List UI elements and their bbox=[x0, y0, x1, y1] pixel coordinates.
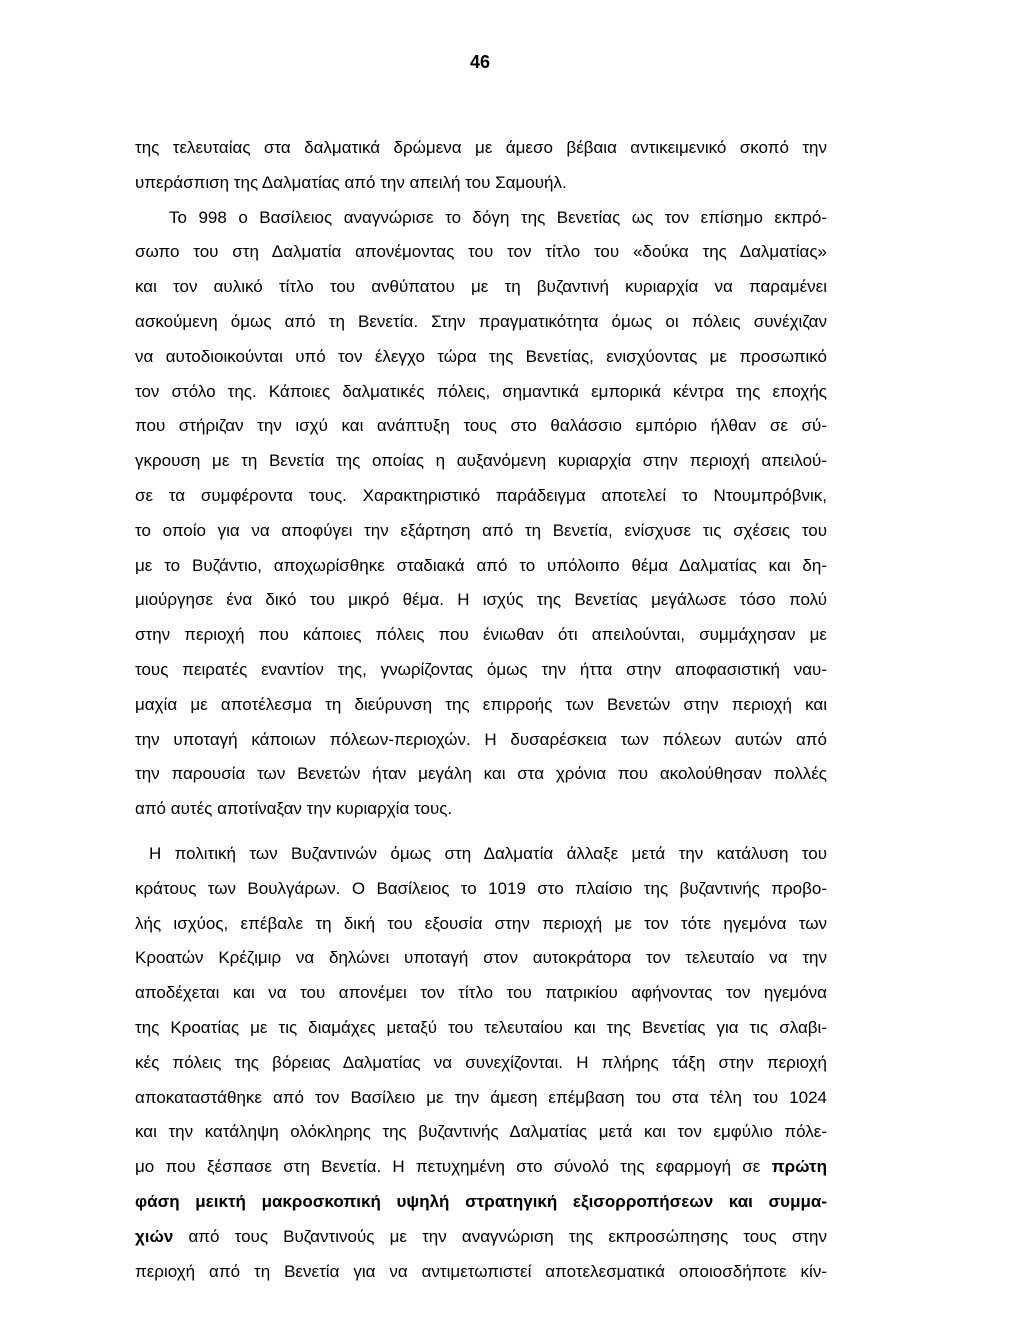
text-line: το οποίο για να αποφύγει την εξάρτηση από τη Βενετία, ενίσχυσε τις σχέσεις του bbox=[135, 520, 827, 540]
text-line: Κροατών Κρέζιμιρ να δηλώνει υποταγή στον αυτοκράτορα τον τελευταίο να την bbox=[135, 948, 827, 968]
text-line bbox=[135, 1150, 827, 1185]
text-line: και την κατάληψη ολόκληρης της βυζαντινής Δαλματίας μετά και τον εμφύλιο πόλε- bbox=[135, 1122, 827, 1142]
paragraph bbox=[135, 837, 827, 1289]
text-line: τον στόλο της. Κάποιες δαλματικές πόλεις, σημαντικά εμπορικά κέντρα της εποχής bbox=[135, 381, 827, 401]
text-line: της τελευταίας στα δαλματικά δρώμενα με άμεσο βέβαια αντικειμενικό σκοπό την bbox=[135, 138, 827, 157]
text-line: μαχία με αποτέλεσμα τη διεύρυνση της επιρροής των Βενετών στην περιοχή και bbox=[135, 694, 827, 714]
text-line: μιούργησε ένα δικό του μικρό θέμα. Η ισχύς της Βενετίας μεγάλωσε τόσο πολύ bbox=[135, 590, 827, 610]
text-line: την παρουσία των Βενετών ήταν μεγάλη και στα χρόνια που ακολούθησαν πολλές bbox=[135, 764, 827, 784]
text-line bbox=[135, 1220, 827, 1255]
text-line: την υποταγή κάποιων πόλεων-περιοχών. Η δυσαρέσκεια των πόλεων αυτών από bbox=[135, 729, 827, 749]
text-run: από τους Βυζαντινούς με την αναγνώριση της εκπροσώπησης τους στην bbox=[173, 1226, 827, 1246]
text-line: και τον αυλικό τίτλο του ανθύπατου με τη βυζαντινή κυριαρχία να παραμένει bbox=[135, 277, 827, 297]
paragraph bbox=[135, 201, 827, 827]
bold-text-run: χιών bbox=[135, 1226, 174, 1246]
text-line: της Κροατίας με τις διαμάχες μεταξύ του τελευταίου και της Βενετίας για τις σλαβι- bbox=[135, 1017, 827, 1037]
text-line: σωπο του στη Δαλματία απονέμοντας του τον τίτλο του «δούκα της Δαλματίας» bbox=[135, 242, 827, 262]
text-line: να αυτοδιοικούνται υπό τον έλεγχο τώρα της Βενετίας, ενισχύοντας με προσωπικό bbox=[135, 346, 827, 366]
bold-text-run: φάση μεικτή μακροσκοπική υψηλή στρατηγική εξισορροπήσεων και συμμα- bbox=[135, 1191, 827, 1211]
text-line: με το Βυζάντιο, αποχωρίσθηκε σταδιακά από το υπόλοιπο θέμα Δαλματίας και δη- bbox=[135, 555, 827, 575]
paragraph-continuation bbox=[135, 131, 827, 201]
text-line: στην περιοχή που κάποιες πόλεις που ένιωθαν ότι απειλούνται, συμμάχησαν με bbox=[135, 625, 827, 645]
text-line: αποκαταστάθηκε από τον Βασίλειο με την άμεση επέμβαση του στα τέλη του 1024 bbox=[135, 1087, 827, 1107]
text-run: μο που ξέσπασε στη Βενετία. Η πετυχημένη στο σύνολό της εφαρμογή σε bbox=[135, 1157, 772, 1177]
text-line: γκρουση με τη Βενετία της οποίας η αυξανόμενη κυριαρχία στην περιοχή απειλού- bbox=[135, 451, 827, 471]
text-line: από αυτές αποτίναξαν την κυριαρχία τους. bbox=[135, 799, 453, 819]
text-line: υπεράσπιση της Δαλματίας από την απειλή του Σαμουήλ. bbox=[135, 172, 567, 192]
text-line bbox=[135, 1185, 827, 1220]
text-line: Η πολιτική των Βυζαντινών όμως στη Δαλματία άλλαξε μετά την κατάλυση του bbox=[149, 843, 827, 863]
text-line: ασκούμενη όμως από τη Βενετία. Στην πραγματικότητα όμως οι πόλεις συνέχιζαν bbox=[135, 311, 827, 331]
text-line: περιοχή από τη Βενετία για να αντιμετωπιστεί αποτελεσματικά οποιοσδήποτε κίν- bbox=[135, 1261, 827, 1281]
text-line: που στήριζαν την ισχύ και ανάπτυξη τους στο θαλάσσιο εμπόριο ήλθαν σε σύ- bbox=[135, 416, 827, 436]
document-body bbox=[135, 131, 827, 1289]
text-line: αποδέχεται και να του απονέμει τον τίτλο του πατρικίου αφήνοντας τον ηγεμόνα bbox=[135, 983, 827, 1003]
text-line: λής ισχύος, επέβαλε τη δική του εξουσία στην περιοχή με τον τότε ηγεμόνα των bbox=[135, 913, 827, 933]
text-line: Το 998 ο Βασίλειος αναγνώρισε το δόγη της Βενετίας ως τον επίσημο εκπρό- bbox=[169, 207, 827, 227]
text-line: τους πειρατές εναντίον της, γνωρίζοντας όμως την ήττα στην αποφασιστική ναυ- bbox=[135, 659, 827, 679]
bold-text-run: πρώτη bbox=[771, 1157, 827, 1177]
page-number: 46 bbox=[469, 52, 491, 72]
text-line: κράτους των Βουλγάρων. Ο Βασίλειος το 1019 στο πλαίσιο της βυζαντινής προβο- bbox=[135, 878, 827, 898]
text-line: κές πόλεις της βόρειας Δαλματίας να συνεχίζονται. Η πλήρης τάξη στην περιοχή bbox=[135, 1052, 827, 1072]
text-line: σε τα συμφέροντα τους. Χαρακτηριστικό παράδειγμα αποτελεί το Ντουμπρόβνικ, bbox=[135, 485, 827, 505]
